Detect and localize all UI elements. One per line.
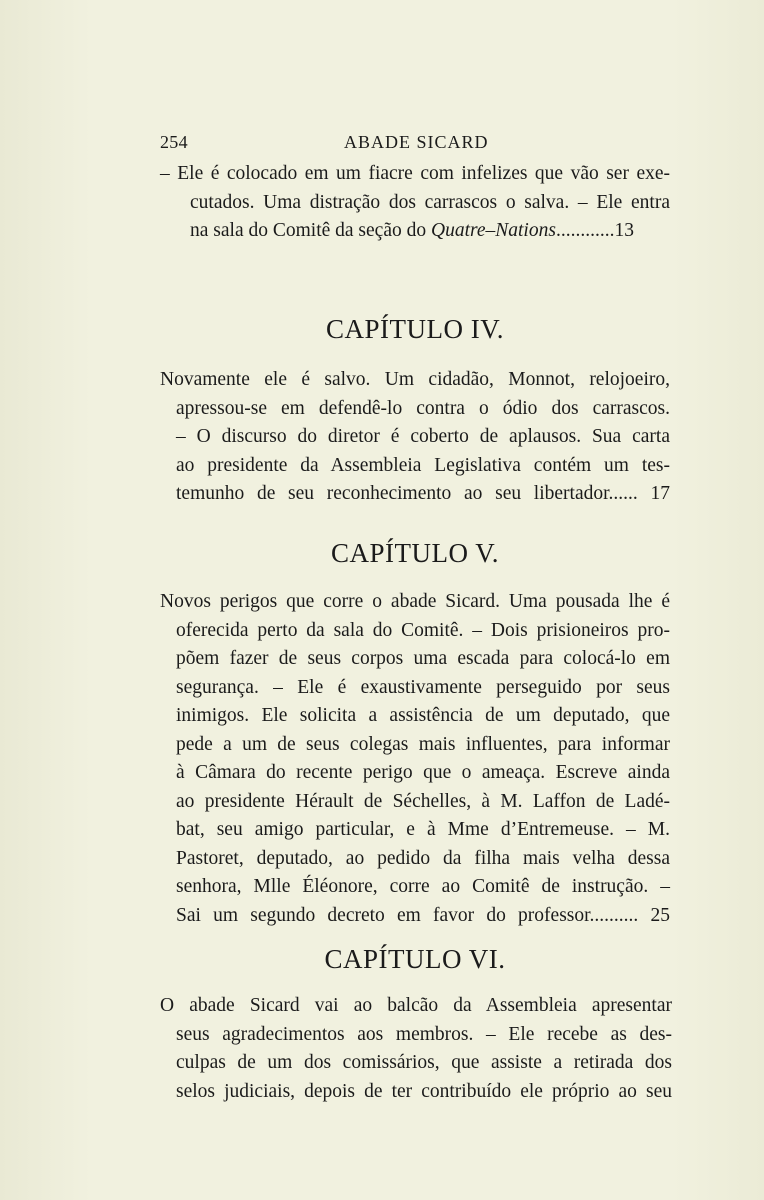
- text-line: inimigos. Ele solicita a assistência de um deputado, que: [176, 705, 670, 726]
- running-title: ABADE SICARD: [344, 132, 489, 152]
- text-line: oferecida perto da sala do Comitê. – Dois prisioneiros pro-: [176, 619, 670, 641]
- text-line: segurança. – Ele é exaustivamente perseguido por seus: [176, 676, 670, 698]
- text-line: põem fazer de seus corpos uma escada para colocá-lo em: [176, 648, 670, 669]
- text-line: cutados. Uma distração dos carrascos o salva. – Ele entra: [190, 191, 670, 213]
- chapter-vi-summary: [160, 992, 672, 1106]
- text-line: seus agradecimentos aos membros. – Ele recebe as des-: [176, 1023, 672, 1045]
- text-line: – O discurso do diretor é coberto de aplausos. Sua carta: [176, 426, 670, 447]
- page-reference: ............13: [555, 220, 634, 241]
- text-line: selos judiciais, depois de ter contribuído ele próprio ao seu: [176, 1080, 672, 1102]
- text-line: à Câmara do recente perigo que o ameaça. Escreve ainda: [176, 762, 670, 783]
- text-line: apressou-se em defendê-lo contra o ódio dos carrascos.: [176, 397, 670, 419]
- chapter-iv-summary: [160, 366, 670, 509]
- italic-place-name: Quatre–Nations: [430, 220, 556, 241]
- text-fragment: na sala do Comitê da seção do: [190, 220, 431, 241]
- text-line: culpas de um dos comissários, que assiste a retirada dos: [176, 1052, 672, 1073]
- text-line: Novamente ele é salvo. Um cidadão, Monnot, relojoeiro,: [160, 369, 670, 390]
- text-line: senhora, Mlle Éléonore, corre ao Comitê de instrução. –: [176, 876, 670, 897]
- chapter-heading-vi: CAPÍTULO VI.: [324, 944, 506, 974]
- text-line: Novos perigos que corre o abade Sicard. Uma pousada lhe é: [160, 591, 670, 612]
- chapter-heading-v: CAPÍTULO V.: [330, 538, 500, 568]
- intro-paragraph: [160, 160, 670, 246]
- chapter-heading-iv: CAPÍTULO IV.: [325, 314, 504, 344]
- text-line: Pastoret, deputado, ao pedido da filha mais velha dessa: [176, 847, 670, 869]
- text-line: temunho de seu reconhecimento ao seu libertador...... 17: [176, 483, 670, 504]
- text-line: pede a um de seus colegas mais influentes, para informar: [176, 733, 670, 755]
- chapter-v-summary: [160, 588, 670, 930]
- page-number: 254: [160, 132, 188, 152]
- text-line: ao presidente Hérault de Séchelles, à M. Laffon de Ladé-: [176, 790, 670, 812]
- text-line: [190, 217, 670, 246]
- page-header: [160, 132, 670, 156]
- text-line: Sai um segundo decreto em favor do professor.......... 25: [176, 904, 670, 926]
- text-line: – Ele é colocado em um fiacre com infelizes que vão ser exe-: [160, 163, 670, 184]
- text-line: O abade Sicard vai ao balcão da Assembleia apresentar: [160, 995, 672, 1016]
- text-line: ao presidente da Assembleia Legislativa contém um tes-: [176, 454, 670, 476]
- text-line: bat, seu amigo particular, e à Mme d’Entremeuse. – M.: [176, 819, 670, 840]
